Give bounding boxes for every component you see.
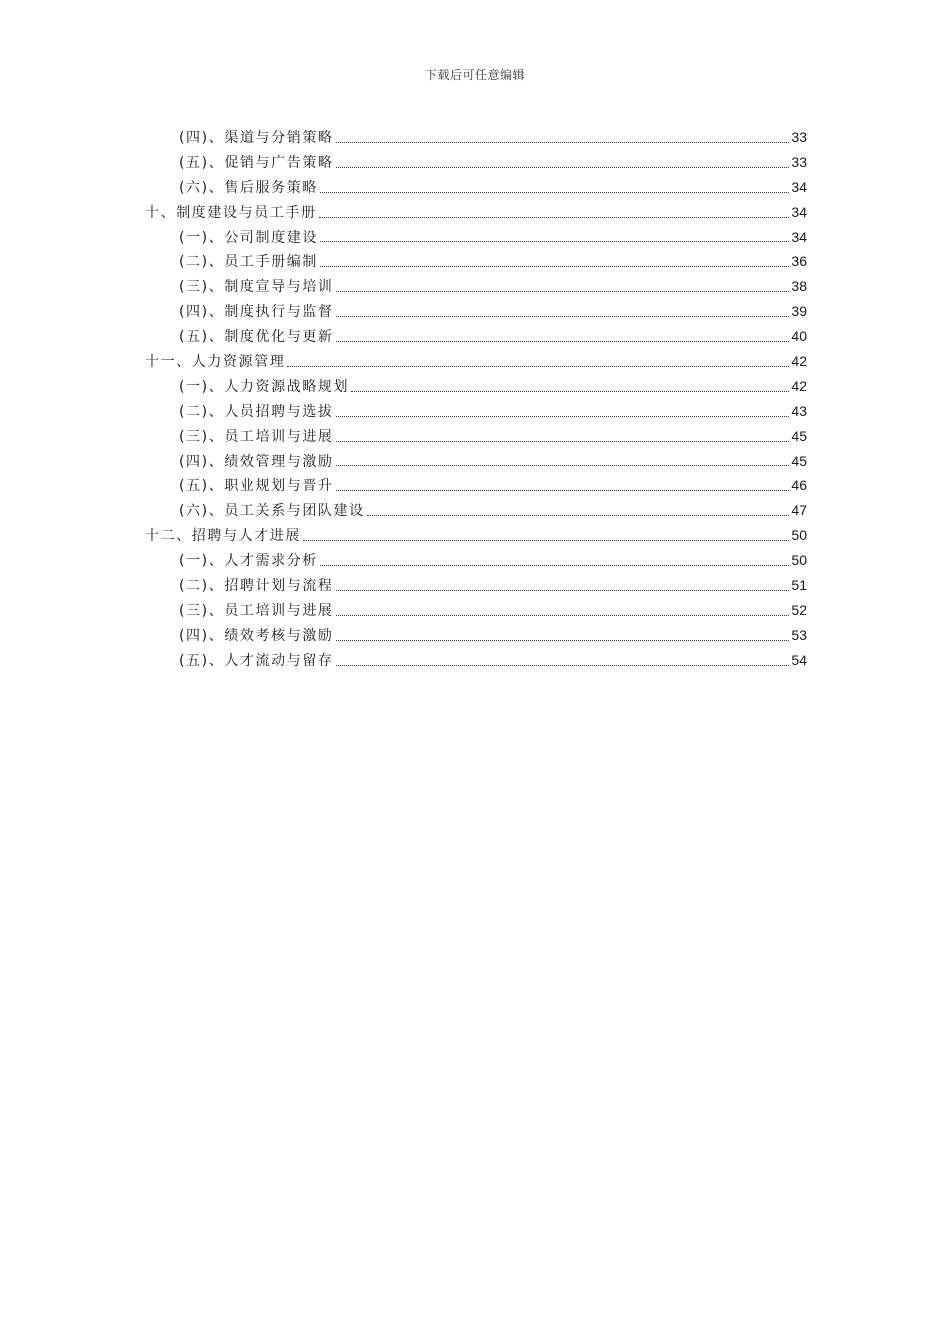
toc-dot-leader bbox=[336, 142, 790, 143]
toc-entry-label: (五)、职业规划与晋升 bbox=[179, 478, 334, 495]
toc-entry-label: (三)、员工培训与进展 bbox=[179, 602, 334, 619]
toc-section-entry[interactable] bbox=[145, 498, 807, 523]
toc-section-entry[interactable] bbox=[145, 548, 807, 573]
toc-entry-label: (一)、人才需求分析 bbox=[179, 553, 318, 570]
toc-section-entry[interactable] bbox=[145, 125, 807, 150]
toc-section-entry[interactable] bbox=[145, 324, 807, 349]
toc-entry-label: (三)、员工培训与进展 bbox=[179, 428, 334, 445]
toc-entry-label: (六)、员工关系与团队建设 bbox=[179, 503, 365, 520]
toc-section-entry[interactable] bbox=[145, 249, 807, 274]
toc-entry-label: 十一、人力资源管理 bbox=[145, 354, 286, 371]
toc-page-number: 46 bbox=[791, 477, 807, 494]
toc-dot-leader bbox=[336, 341, 790, 342]
toc-page-number: 51 bbox=[791, 577, 807, 594]
toc-entry-label: (二)、人员招聘与选拔 bbox=[179, 403, 334, 420]
toc-page-number: 38 bbox=[791, 278, 807, 295]
toc-page-number: 54 bbox=[791, 651, 807, 668]
toc-section-entry[interactable] bbox=[145, 175, 807, 200]
toc-entry-label: 十二、招聘与人才进展 bbox=[145, 528, 301, 545]
toc-chapter-entry[interactable] bbox=[145, 523, 807, 548]
toc-page-number: 34 bbox=[791, 178, 807, 195]
toc-dot-leader bbox=[351, 391, 789, 392]
toc-dot-leader bbox=[336, 590, 790, 591]
toc-entry-label: (五)、促销与广告策略 bbox=[179, 154, 334, 171]
toc-section-entry[interactable] bbox=[145, 598, 807, 623]
toc-section-entry[interactable] bbox=[145, 274, 807, 299]
toc-dot-leader bbox=[336, 465, 790, 466]
toc-dot-leader bbox=[336, 640, 790, 641]
toc-page-number: 53 bbox=[791, 626, 807, 643]
toc-section-entry[interactable] bbox=[145, 225, 807, 250]
toc-entry-label: (四)、绩效管理与激励 bbox=[179, 453, 334, 470]
toc-section-entry[interactable] bbox=[145, 648, 807, 673]
toc-dot-leader bbox=[336, 167, 790, 168]
toc-section-entry[interactable] bbox=[145, 449, 807, 474]
toc-dot-leader bbox=[336, 291, 790, 292]
toc-dot-leader bbox=[336, 316, 790, 317]
toc-dot-leader bbox=[320, 565, 789, 566]
toc-entry-label: (四)、渠道与分销策略 bbox=[179, 130, 334, 146]
toc-entry-label: (六)、售后服务策略 bbox=[179, 179, 318, 196]
toc-page-number: 33 bbox=[791, 129, 807, 145]
toc-dot-leader bbox=[336, 490, 790, 491]
page-header: 下载后可任意编辑 bbox=[424, 68, 525, 82]
toc-page-number: 34 bbox=[791, 228, 807, 245]
toc-page-number: 52 bbox=[791, 601, 807, 618]
toc-page-number: 36 bbox=[791, 253, 807, 270]
toc-section-entry[interactable] bbox=[145, 299, 807, 324]
toc-section-entry[interactable] bbox=[145, 424, 807, 449]
toc-entry-label: (二)、员工手册编制 bbox=[179, 254, 318, 271]
toc-dot-leader bbox=[303, 540, 789, 541]
toc-dot-leader bbox=[367, 515, 790, 516]
toc-dot-leader bbox=[287, 366, 789, 367]
toc-chapter-entry[interactable] bbox=[145, 349, 807, 374]
toc-dot-leader bbox=[336, 665, 790, 666]
toc-dot-leader bbox=[319, 217, 790, 218]
toc-dot-leader bbox=[320, 241, 789, 242]
toc-section-entry[interactable] bbox=[145, 623, 807, 648]
toc-entry-label: (二)、招聘计划与流程 bbox=[179, 578, 334, 595]
toc-page-number: 42 bbox=[791, 377, 807, 394]
toc-section-entry[interactable] bbox=[145, 473, 807, 498]
toc-section-entry[interactable] bbox=[145, 150, 807, 175]
toc-entry-label: (四)、绩效考核与激励 bbox=[179, 627, 334, 644]
toc-entry-label: 十、制度建设与员工手册 bbox=[145, 204, 317, 221]
toc-page-number: 34 bbox=[791, 203, 807, 220]
toc-section-entry[interactable] bbox=[145, 399, 807, 424]
table-of-contents bbox=[145, 125, 807, 673]
toc-page-number: 43 bbox=[791, 402, 807, 419]
toc-dot-leader bbox=[336, 615, 790, 616]
toc-dot-leader bbox=[320, 266, 789, 267]
toc-entry-label: (一)、人力资源战略规划 bbox=[179, 378, 350, 395]
toc-section-entry[interactable] bbox=[145, 573, 807, 598]
toc-entry-label: (五)、人才流动与留存 bbox=[179, 652, 334, 669]
toc-dot-leader bbox=[336, 441, 790, 442]
toc-entry-label: (一)、公司制度建设 bbox=[179, 229, 318, 246]
toc-dot-leader bbox=[320, 192, 789, 193]
toc-entry-label: (五)、制度优化与更新 bbox=[179, 329, 334, 346]
toc-page-number: 50 bbox=[791, 527, 807, 544]
toc-chapter-entry[interactable] bbox=[145, 200, 807, 225]
toc-entry-label: (三)、制度宣导与培训 bbox=[179, 279, 334, 296]
toc-page-number: 42 bbox=[791, 353, 807, 370]
toc-section-entry[interactable] bbox=[145, 374, 807, 399]
toc-page-number: 39 bbox=[791, 303, 807, 320]
toc-page-number: 33 bbox=[791, 153, 807, 170]
toc-entry-label: (四)、制度执行与监督 bbox=[179, 304, 334, 321]
toc-page-number: 47 bbox=[791, 502, 807, 519]
toc-page-number: 45 bbox=[791, 427, 807, 444]
toc-page-number: 40 bbox=[791, 328, 807, 345]
toc-page-number: 45 bbox=[791, 452, 807, 469]
toc-dot-leader bbox=[336, 416, 790, 417]
toc-page-number: 50 bbox=[791, 552, 807, 569]
